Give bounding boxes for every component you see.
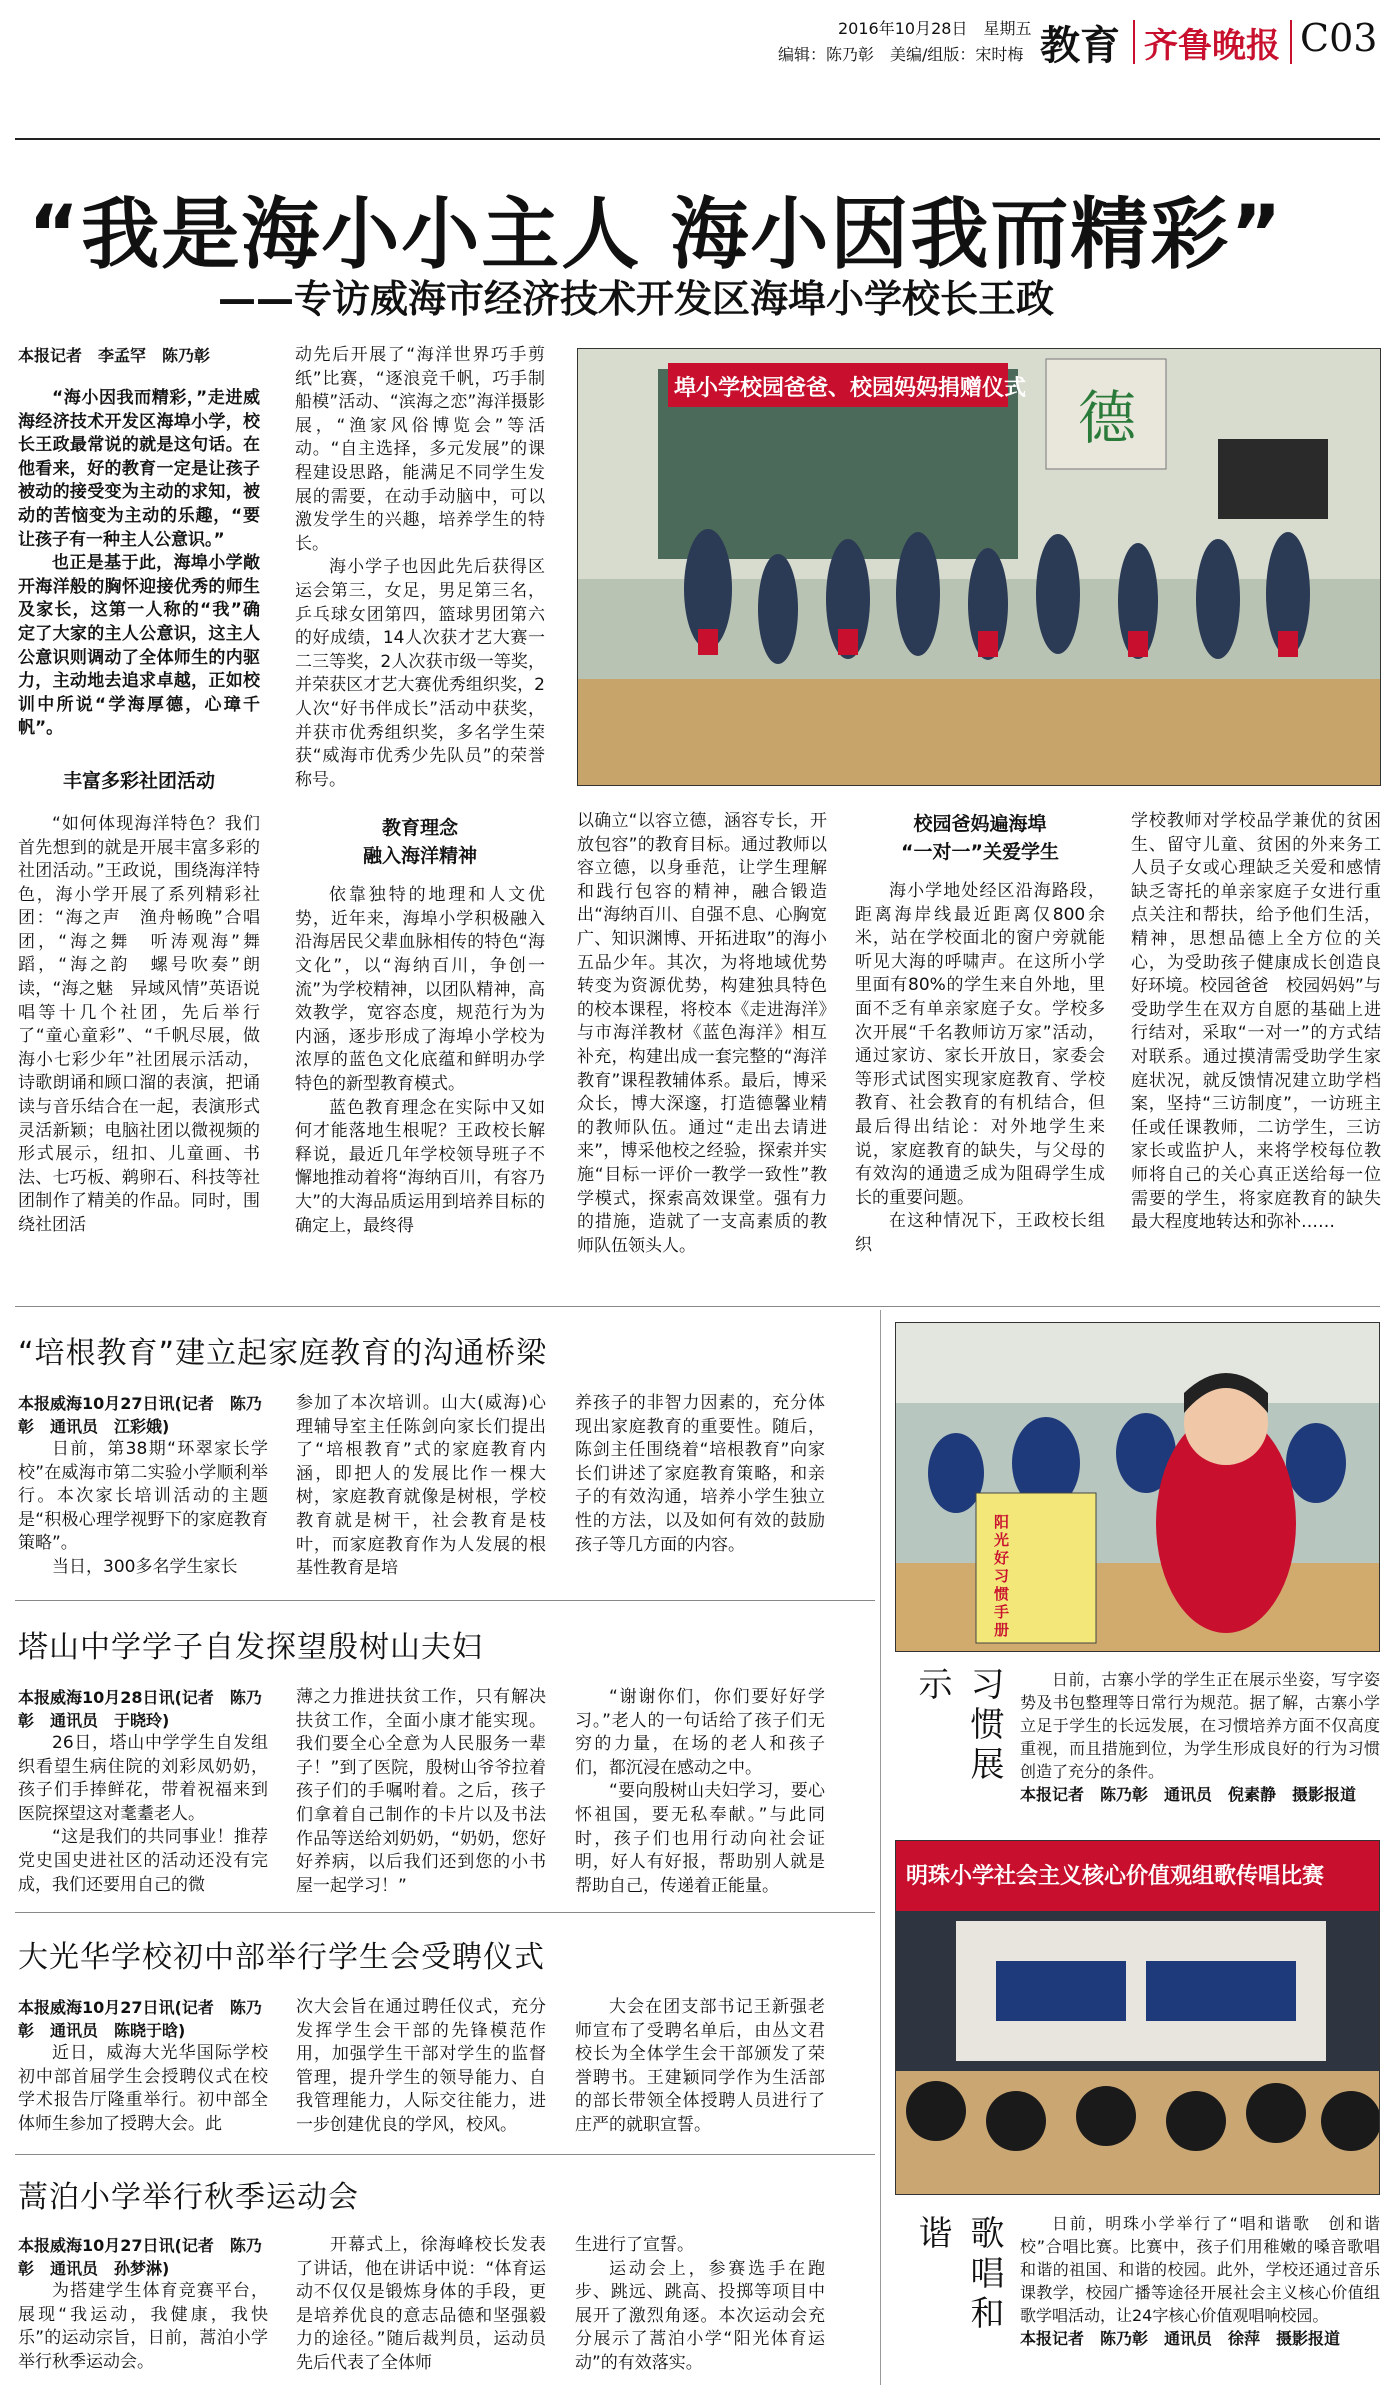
story-paragraph: “谢谢你们，你们要好好学习。”老人的一句话给了孩子们无穷的力量，在场的老人和孩子们，都沉浸在感动之中。 xyxy=(575,1687,825,1778)
section-rule xyxy=(15,2154,875,2155)
lead-subhead: 教育理念 xyxy=(381,817,458,840)
lead-paragraph: 海小学地处经区沿海路段，距离海岸线最近距离仅800余米，站在学校面北的窗户旁就能听见大海的呼啸声。在这所小学里面有80%的学生来自外地，里面不乏有单亲家庭子女。学校多次开展“千名教师访万家”活动，通过家访、家长开放日，家委会等形式试图实现家庭教育、学校教育、社会教育的有机结合，但最后得出结论：对外地学生来说，家庭教育的缺失，与父母的有效沟的通遗乏成为阻碍学生成长的重要问题。 xyxy=(855,881,1105,1208)
lead-subhead: “一对一”关爱学生 xyxy=(901,841,1059,863)
lead-column-4 xyxy=(855,810,1105,1258)
story-paragraph: 参加了本次培训。山大(威海)心理辅导室主任陈剑向家长们提出了“培根教育”式的家庭教育内涵，即把人的发展比作一棵大树，家庭教育就像是树根，学校教育就是树干，社会教育是枝叶，而家庭教育作为人发展的根基性教育是培 xyxy=(296,1393,546,1579)
story-paragraph: 大会在团支部书记王新强老师宣布了受聘名单后，由丛文君校长为全体学生会干部颁发了荣誉聘书。王建颖同学作为生活部的部长带领全体授聘人员进行了庄严的就职宣誓。 xyxy=(575,1997,825,2135)
stage-banner-text: 明珠小学社会主义核心价值观组歌传唱比赛 xyxy=(906,1864,1325,1889)
lead-paragraph: 动先后开展了“海洋世界巧手剪纸”比赛，“逐浪竞千帆，巧手制船模”活动、“滨海之恋”海洋摄影展，“渔家风俗博览会”等活动。“自主选择，多元发展”的课程建设思路，能满足不同学生发展的需要，在动手动脑中，可以激发学生的兴趣，培养学生的特长。 xyxy=(295,345,545,554)
stage-scene xyxy=(896,1841,1380,2195)
masthead-rule xyxy=(15,138,1380,140)
story-column xyxy=(18,2234,268,2374)
story-byline: 本报威海10月28日讯(记者 陈乃彰 通讯员 于晓玲) xyxy=(18,1688,262,1730)
lead-paragraph: 也正是基于此，海埠小学敞开海洋般的胸怀迎接优秀的师生及家长，这第一人称的“我”确定了大家的主人公意识，这主人公意识则调动了全体师生的内驱力，主动地去追求卓越，正如校训中所说“学海厚德，心璋千帆”。 xyxy=(18,553,260,739)
photo-banner-text: 埠小学校园爸爸、校园妈妈捐赠仪式 xyxy=(674,376,1027,401)
photo-tag: 习惯展示 xyxy=(912,1666,1004,1786)
section-rule xyxy=(15,1600,875,1601)
lead-paragraph: 在这种情况下，王政校长组织 xyxy=(855,1211,1105,1255)
story-headline: 蒿泊小学举行秋季运动会 xyxy=(18,2180,359,2215)
lead-paragraph: 海小学子也因此先后获得区运会第三，女足，男足第三名，乒乓球女团第四，篮球男团第六的好成绩，14人次获才艺大赛一二三等奖，2人次获市级一等奖，并荣获区才艺大赛优秀组织奖，2人次“好书伴成长”活动中获奖，并获市优秀组织奖，多名学生荣获“威海市优秀少先队员”的荣誉称号。 xyxy=(295,557,545,790)
page-number: C03 xyxy=(1300,16,1378,60)
story-headline: “培根教育”建立起家庭教育的沟通桥梁 xyxy=(18,1336,548,1371)
story-paragraph: 养孩子的非智力因素的，充分体现出家庭教育的重要性。随后，陈剑主任围绕着“培根教育”向家长们讲述了家庭教育策略，和亲子的有效沟通，培养小学生独立性的方法，以及如何有效的鼓励孩子等几方面的内容。 xyxy=(575,1393,825,1555)
photo-board-character: 德 xyxy=(1078,384,1137,452)
editors-line: 编辑：陈乃彰 美编/组版：宋时梅 xyxy=(778,45,1024,64)
lead-column-3 xyxy=(577,810,827,1258)
story-column xyxy=(18,1686,268,1897)
section-rule xyxy=(15,1912,875,1913)
section-name: 教育 xyxy=(1040,23,1120,69)
story-paragraph: 日前，第38期“环翠家长学校”在威海市第二实验小学顺利举行。本次家长培训活动的主题是“积极心理学视野下的家庭教育策略”。 xyxy=(18,1439,268,1554)
story-byline: 本报威海10月27日讯(记者 陈乃彰 通讯员 陈晓于晗) xyxy=(18,1998,262,2040)
photo-caption-block xyxy=(1020,1668,1380,1806)
story-paragraph: “要向殷树山夫妇学习，要心怀祖国，要无私奉献。”与此同时，孩子们也用行动向社会证明，好人有好报，帮助别人就是帮助自己，传递着正能量。 xyxy=(575,1781,825,1896)
divider-bar xyxy=(1133,20,1135,64)
story-paragraph: 26日，塔山中学学生自发组织看望生病住院的刘彩凤奶奶，孩子们手捧鲜花，带着祝福来到医院探望这对耄耋老人。 xyxy=(18,1733,268,1824)
choir-photo xyxy=(895,1840,1380,2195)
story-headline: 塔山中学学子自发探望殷树山夫妇 xyxy=(18,1630,483,1665)
photo-caption: 日前，明珠小学举行了“唱和谐歌 创和谐校”合唱比赛。比赛中，孩子们用稚嫩的嗓音歌唱和谐的祖国、和谐的校园。此外，学校还通过音乐课教学，校园广播等途径开展社会主义核心价值组歌学唱活动，让24字核心价值观唱响校园。 xyxy=(1020,2214,1380,2325)
paper-logo: 齐鲁晚报 xyxy=(1144,26,1280,66)
photo-caption: 日前，古寨小学的学生正在展示坐姿，写字姿势及书包整理等日常行为规范。据了解，古寨小学立足于学生的长远发展，在习惯培养方面不仅高度重视，而且措施到位，为学生形成良好的行为习惯创造了充分的条件。 xyxy=(1020,1670,1380,1781)
habit-photo xyxy=(895,1322,1380,1652)
lead-paragraph: 学校教师对学校品学兼优的贫困生、留守儿童、贫困的外来务工人员子女或心理缺乏关爱和感情缺乏寄托的单亲家庭子女进行重点关注和帮扶，给予他们生活，精神，思想品德上全方位的关心，为受助孩子健康成长创造良好环境。校园爸爸 校园妈妈”与受助学生在双方自愿的基础上进行结对，采取“一对一”的方式结对联系。通过摸清需受助学生家庭状况，就反馈情况建立助学档案，坚持“三访制度”，一访班主任或任课教师，二访学生，三访家长或监护人，来将学校每位教师将自己的关心真正送给每一位需要的学生，将家庭教育的缺失最大程度地转达和弥补…… xyxy=(1131,811,1381,1233)
story-paragraph: 当日，300多名学生家长 xyxy=(52,1556,238,1577)
story-headline: 大光华学校初中部举行学生会受聘仪式 xyxy=(18,1940,545,1975)
photo-caption-block xyxy=(1020,2212,1380,2350)
masthead xyxy=(0,0,1395,80)
lead-paragraph: “如何体现海洋特色？我们首先想到的就是开展丰富多彩的社团活动。”王政说，围绕海洋特色，海小学开展了系列精彩社团：“海之声 渔舟畅晚”合唱团，“海之舞 听涛观海”舞蹈，“海之韵 螺号吹奏”朗读，“海之魅 异域风情”英语说唱等十几个社团，先后举行了“童心童彩”、“千帆尽展，做海小七彩少年”社团展示活动，诗歌朗诵和顾口溜的表演，把诵读与音乐结合在一起，表演形式灵活新颖；电脑社团以微视频的形式展示，纽扣、儿童画、书法、七巧板、鹈卵石、科技等社团制作了精美的作品。同时，围绕社团活 xyxy=(18,813,260,1235)
lead-column-1 xyxy=(18,344,260,1238)
story-column xyxy=(18,1392,268,1580)
photo-credit: 本报记者 陈乃彰 通讯员 徐萍 摄影报道 xyxy=(1020,2329,1341,2348)
story-paragraph: “这是我们的共同事业！推荐党史国史进社区的活动还没有完成，我们还要用自己的微 xyxy=(18,1827,268,1895)
story-column xyxy=(575,2234,825,2376)
lead-headline: “我是海小小主人 海小因我而精彩” xyxy=(28,190,1284,280)
lead-paragraph: 依靠独特的地理和人文优势，近年来，海埠小学积极融入沿海居民父辈血脉相传的特色“海文化”，以“海纳百川，争创一流”为学校精神，以团队精神，高效教学，宽容态度，规范行为为内涵，逐步形成了海埠小学校为浓厚的蓝色文化底蕴和鲜明办学特色的新型教育模式。 xyxy=(295,885,545,1095)
section-rule xyxy=(15,1306,1380,1307)
divider-bar xyxy=(1290,20,1292,64)
lead-byline: 本报记者 李孟罕 陈乃彰 xyxy=(18,346,211,365)
story-byline: 本报威海10月27日讯(记者 陈乃彰 通讯员 江彩娥) xyxy=(18,1394,262,1436)
ceremony-scene xyxy=(578,349,1381,786)
story-paragraph: 生进行了宣誓。 xyxy=(575,2235,694,2255)
lead-paragraph: 蓝色教育理念在实际中又如何才能落地生根呢？王政校长解释说，最近几年学校领导班子不懈地推动着将“海纳百川，有容乃大”的大海品质运用到培养目标的确定上，最终得 xyxy=(295,1097,545,1236)
story-paragraph: 开幕式上，徐海峰校长发表了讲话，他在讲话中说：“体育运动不仅仅是锻炼身体的手段，更是培养优良的意志品德和坚强毅力的途径。”随后裁判员，运动员先后代表了全体师 xyxy=(296,2235,546,2373)
lead-column-5 xyxy=(1131,810,1381,1235)
lead-column-2 xyxy=(295,344,545,1238)
story-column xyxy=(18,1996,268,2136)
story-paragraph: 为搭建学生体育竞赛平台，展现“我运动，我健康，我快乐”的运动宗旨，日前，蒿泊小学举行秋季运动会。 xyxy=(18,2281,268,2372)
story-paragraph: 次大会旨在通过聘任仪式，充分发挥学生会干部的先锋模范作用，加强学生干部对学生的监督管理，提升学生的领导能力、自我管理能力，人际交往能力，进一步创建优良的学风，校风。 xyxy=(296,1997,546,2135)
story-paragraph: 近日，威海大光华国际学校初中部首届学生会授聘仪式在校学术报告厅隆重举行。初中部全体师生参加了授聘大会。此 xyxy=(18,2043,268,2134)
story-column xyxy=(575,1686,825,1898)
lead-paragraph: “海小因我而精彩，”走进威海经济技术开发区海埠小学，校长王政最常说的就是这句话。在他看来，好的教育一定是让孩子被动的接受变为主动的求知，被动的苦恼变为主动的乐趣，“要让孩子有一种主人公意识。” xyxy=(18,388,260,550)
story-paragraph: 运动会上，参赛选手在跑步、跳远、跳高、投掷等项目中展开了激烈角逐。本次运动会充分展示了蒿泊小学“阳光体育运动”的有效落实。 xyxy=(575,2258,825,2373)
lead-subtitle: ——专访威海市经济技术开发区海埠小学校长王政 xyxy=(218,277,1055,321)
lead-subhead: 丰富多彩社团活动 xyxy=(62,769,215,792)
story-byline: 本报威海10月27日讯(记者 陈乃彰 通讯员 孙梦淋) xyxy=(18,2236,262,2278)
story-paragraph: 薄之力推进扶贫工作，只有解决扶贫工作，全面小康才能实现。我们要全心全意为人民服务一辈子！”到了医院，殷树山爷爷拉着孩子们的手嘱咐着。之后，孩子们拿着自己制作的卡片以及书法作品等送给刘奶奶，“奶奶，您好好养病，以后我们还到您的小书屋一起学习！” xyxy=(296,1687,546,1896)
issue-date: 2016年10月28日 星期五 xyxy=(838,19,1032,38)
photo-tag: 歌唱和谐 xyxy=(912,2215,1004,2335)
photo-credit: 本报记者 陈乃彰 通讯员 倪素静 摄影报道 xyxy=(1020,1785,1357,1804)
lead-photo xyxy=(577,348,1381,786)
lead-subhead: 融入海洋精神 xyxy=(362,845,477,868)
lead-paragraph: 以确立“以容立德，涵容专长，开放包容”的教育目标。通过教师以容立德，以身垂范，让学生理解和践行包容的精神，融合锻造出“海纳百川、自强不息、心胸宽广、知识渊博、开拓进取”的海小五品少年。其次，为将地域优势转变为资源优势，构建独具特色的校本课程，将校本《走进海洋》与市海洋教材《蓝色海洋》相互补充，构建出成一套完整的“海洋教育”课程教辅体系。最后，博采众长，博大深邃，打造德馨业精的教师队伍。通过“走出去请进来”，博采他校之经验，探索并实施“目标一评价一教学一致性”教学模式，探索高效课堂。强有力的措施，造就了一支高素质的教师队伍领头人。 xyxy=(577,811,827,1256)
classroom-scene xyxy=(896,1323,1380,1652)
lead-subhead: 校园爸妈遍海埠 xyxy=(913,813,1047,835)
book-title: 阳光好习惯手册 xyxy=(994,1513,1010,1639)
column-divider xyxy=(880,1310,881,2385)
